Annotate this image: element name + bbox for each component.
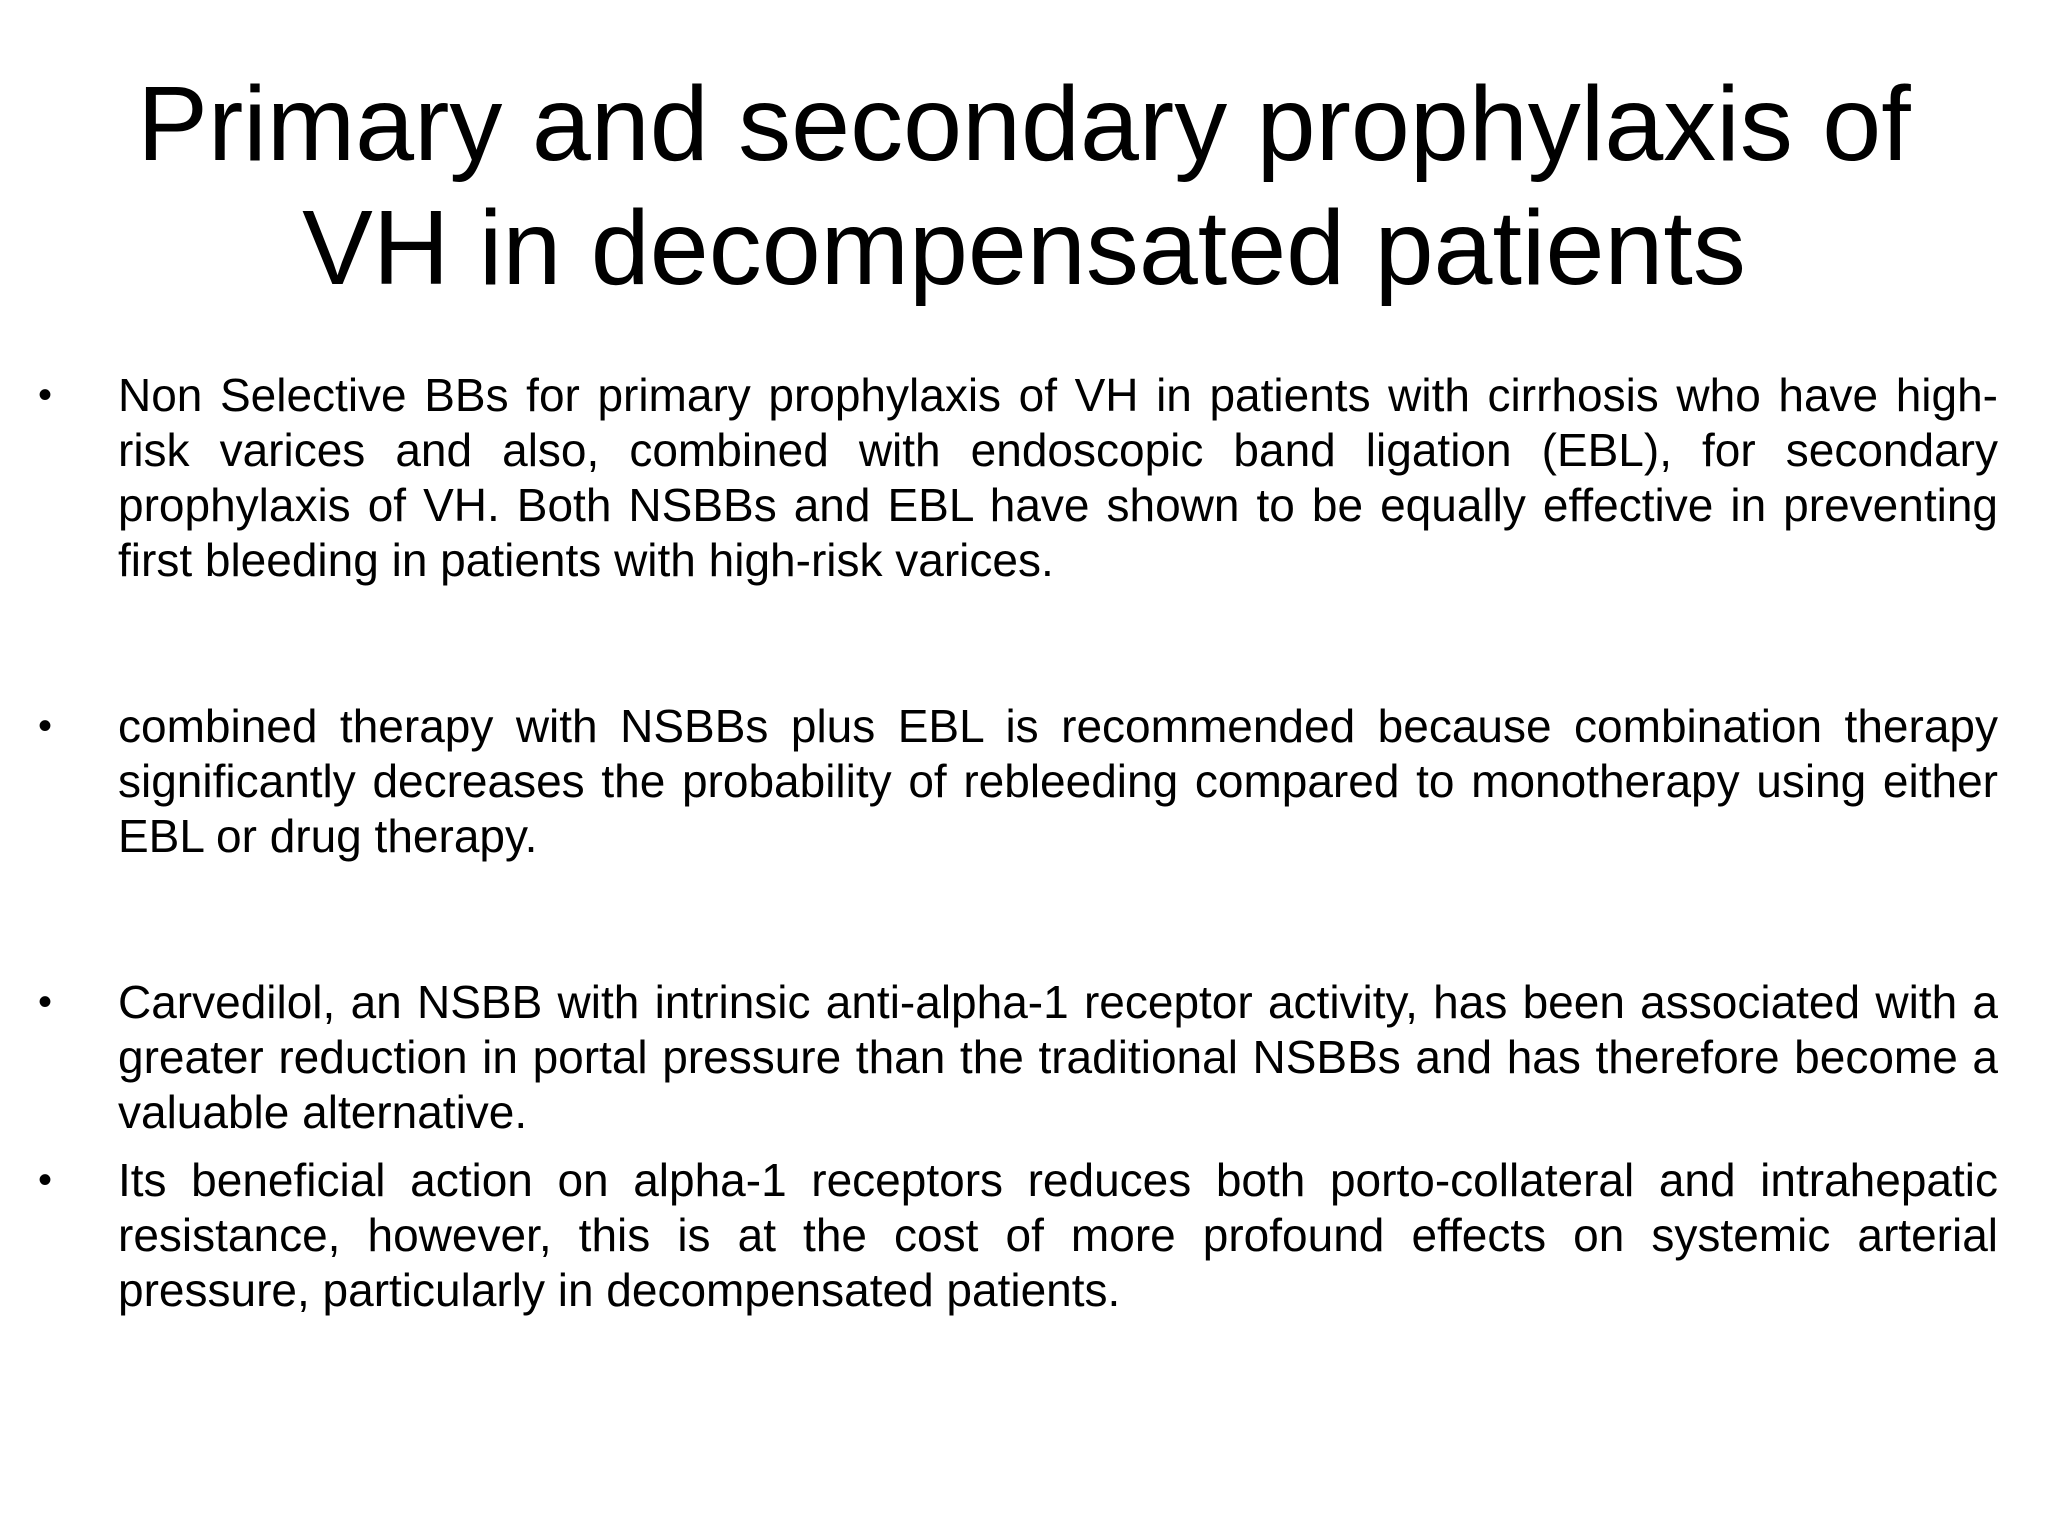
bullet-text: Carvedilol, an NSBB with intrinsic anti-alpha-1 receptor activity, has been associated with a greater reduction in portal pressure than the traditional NSBBs and has therefore become a valuable alternative. [118,976,1998,1138]
bullet-dot-icon: • [38,373,53,417]
bullet-text: Non Selective BBs for primary prophylaxis of VH in patients with cirrhosis who have high-risk varices and also, combined with endoscopic band ligation (EBL), for secondary prophylaxis of VH. Both NSBBs and EBL have shown to be equally effective in preventing first bleeding in patients with high-risk varices. [118,369,1998,586]
bullet-item-combined-therapy [38,699,1998,864]
bullet-item-carvedilol [38,975,1998,1140]
title-line-2: VH in decompensated patients [302,189,1746,307]
bullet-text: combined therapy with NSBBs plus EBL is recommended because combination therapy significantly decreases the probability of rebleeding compared to monotherapy using either EBL or drug therapy. [118,700,1998,862]
bullet-dot-icon: • [38,704,53,748]
bullet-item-primary-prophylaxis [38,368,1998,588]
title-line-1: Primary and secondary prophylaxis of [137,65,1911,183]
bullet-item-alpha-1-action [38,1153,1998,1318]
slide-title [100,62,1948,310]
bullet-list [38,368,1998,1318]
bullet-text: Its beneficial action on alpha-1 receptors reduces both porto-collateral and intrahepatic resistance, however, this is at the cost of more profound effects on systemic arterial pressure, particularly in decompensated patients. [118,1154,1998,1316]
bullet-dot-icon: • [38,1158,53,1202]
bullet-dot-icon: • [38,980,53,1024]
